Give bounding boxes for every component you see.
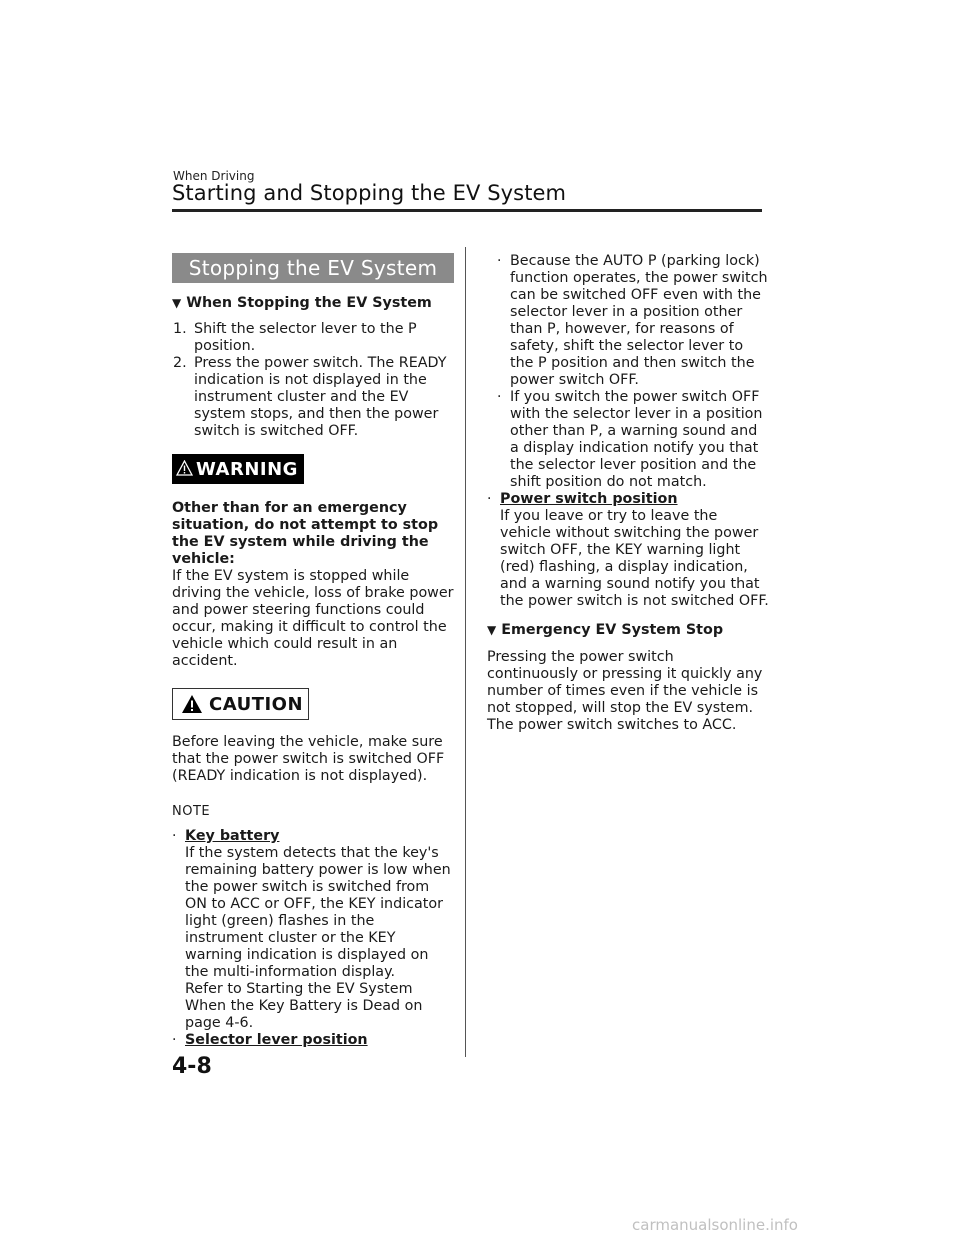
bullet-dot: · xyxy=(497,389,502,405)
left-column xyxy=(172,253,454,1049)
note-item-title: Selector lever position xyxy=(185,1032,368,1048)
step-number: 2. xyxy=(173,355,187,371)
warning-title: Other than for an emergency situation, do not attempt to stop the EV system while driving the vehicle: xyxy=(172,500,439,567)
step-item xyxy=(172,321,454,355)
subheading-text: Emergency EV System Stop xyxy=(501,622,724,638)
warning-triangle-icon xyxy=(176,460,193,476)
step-text: Shift the selector lever to the P position. xyxy=(194,321,417,354)
sub-bullet-text: Because the AUTO P (parking lock) function operates, the power switch can be switched OFF even with the selector lever in a position other than P, however, for reasons of safety, shift the selector lever to the P position and then switch the power switch OFF. xyxy=(510,253,768,388)
caution-text: Before leaving the vehicle, make sure that the power switch is switched OFF (READY indication is not displayed). xyxy=(172,734,445,784)
section-label: When Driving xyxy=(173,169,255,183)
sub-bullet-text: If you switch the power switch OFF with the selector lever in a position other than P, a warning sound and a display indication notify you that the selector lever position and the shift position do not match. xyxy=(510,389,763,490)
page-title: Starting and Stopping the EV System xyxy=(172,181,567,205)
right-column xyxy=(487,253,769,734)
step-number: 1. xyxy=(173,321,187,337)
warning-text: If the EV system is stopped while driving the vehicle, loss of brake power and power steering functions could occur, making it difficult to control the vehicle which could result in an accident. xyxy=(172,568,454,669)
step-item xyxy=(172,355,454,440)
caution-block xyxy=(172,688,454,720)
sub-bullet-item xyxy=(497,389,769,491)
warning-badge xyxy=(172,454,304,484)
warning-block xyxy=(172,454,454,484)
subheading xyxy=(172,295,454,312)
caution-badge xyxy=(172,688,309,720)
warning-label: WARNING xyxy=(196,458,298,480)
note-item-title: Key battery xyxy=(185,828,280,844)
caution-triangle-icon xyxy=(181,694,203,714)
triangle-down-icon: ▼ xyxy=(487,623,497,637)
bullet-dot: · xyxy=(172,1032,177,1048)
section-banner: Stopping the EV System xyxy=(172,253,454,283)
selector-sub-list xyxy=(497,253,769,491)
caution-label: CAUTION xyxy=(209,693,304,715)
note-item-reference: Refer to Starting the EV System When the Key Battery is Dead on page 4-6. xyxy=(185,981,423,1031)
note-list xyxy=(172,828,454,1049)
note-item xyxy=(487,491,769,610)
bullet-dot: · xyxy=(497,253,502,269)
emergency-text: Pressing the power switch continuously or pressing it quickly any number of times even if the vehicle is not stopped, will stop the EV system. The power switch switches to ACC. xyxy=(487,649,763,733)
steps-list xyxy=(172,321,454,440)
subheading-text: When Stopping the EV System xyxy=(186,295,432,311)
watermark-text: carmanualsonline.info xyxy=(632,1216,798,1234)
step-text: Press the power switch. The READY indication is not displayed in the instrument cluster and the EV system stops, and then the power switch is switched OFF. xyxy=(194,355,447,439)
note-item-text: If the system detects that the key's remaining battery power is low when the power switch is switched from ON to ACC or OFF, the KEY indicator light (green) flashes in the instrument cluster or the KEY warning indication is displayed on the multi-information display. xyxy=(185,845,451,980)
sub-bullet-item xyxy=(497,253,769,389)
note-item-text: If you leave or try to leave the vehicle without switching the power switch OFF, the KEY warning light (red) flashing, a display indication, and a warning sound notify you that the power switch is not switched OFF. xyxy=(500,508,769,609)
column-divider xyxy=(465,247,466,1057)
page-number: 4-8 xyxy=(172,1054,212,1079)
bullet-dot: · xyxy=(172,828,177,844)
note-item xyxy=(172,1032,454,1049)
subheading xyxy=(487,622,769,639)
note-item xyxy=(172,828,454,1032)
triangle-down-icon: ▼ xyxy=(172,296,182,310)
bullet-dot: · xyxy=(487,491,492,507)
title-rule xyxy=(172,209,762,212)
note-label: NOTE xyxy=(172,804,211,819)
note-item-title: Power switch position xyxy=(500,491,678,507)
